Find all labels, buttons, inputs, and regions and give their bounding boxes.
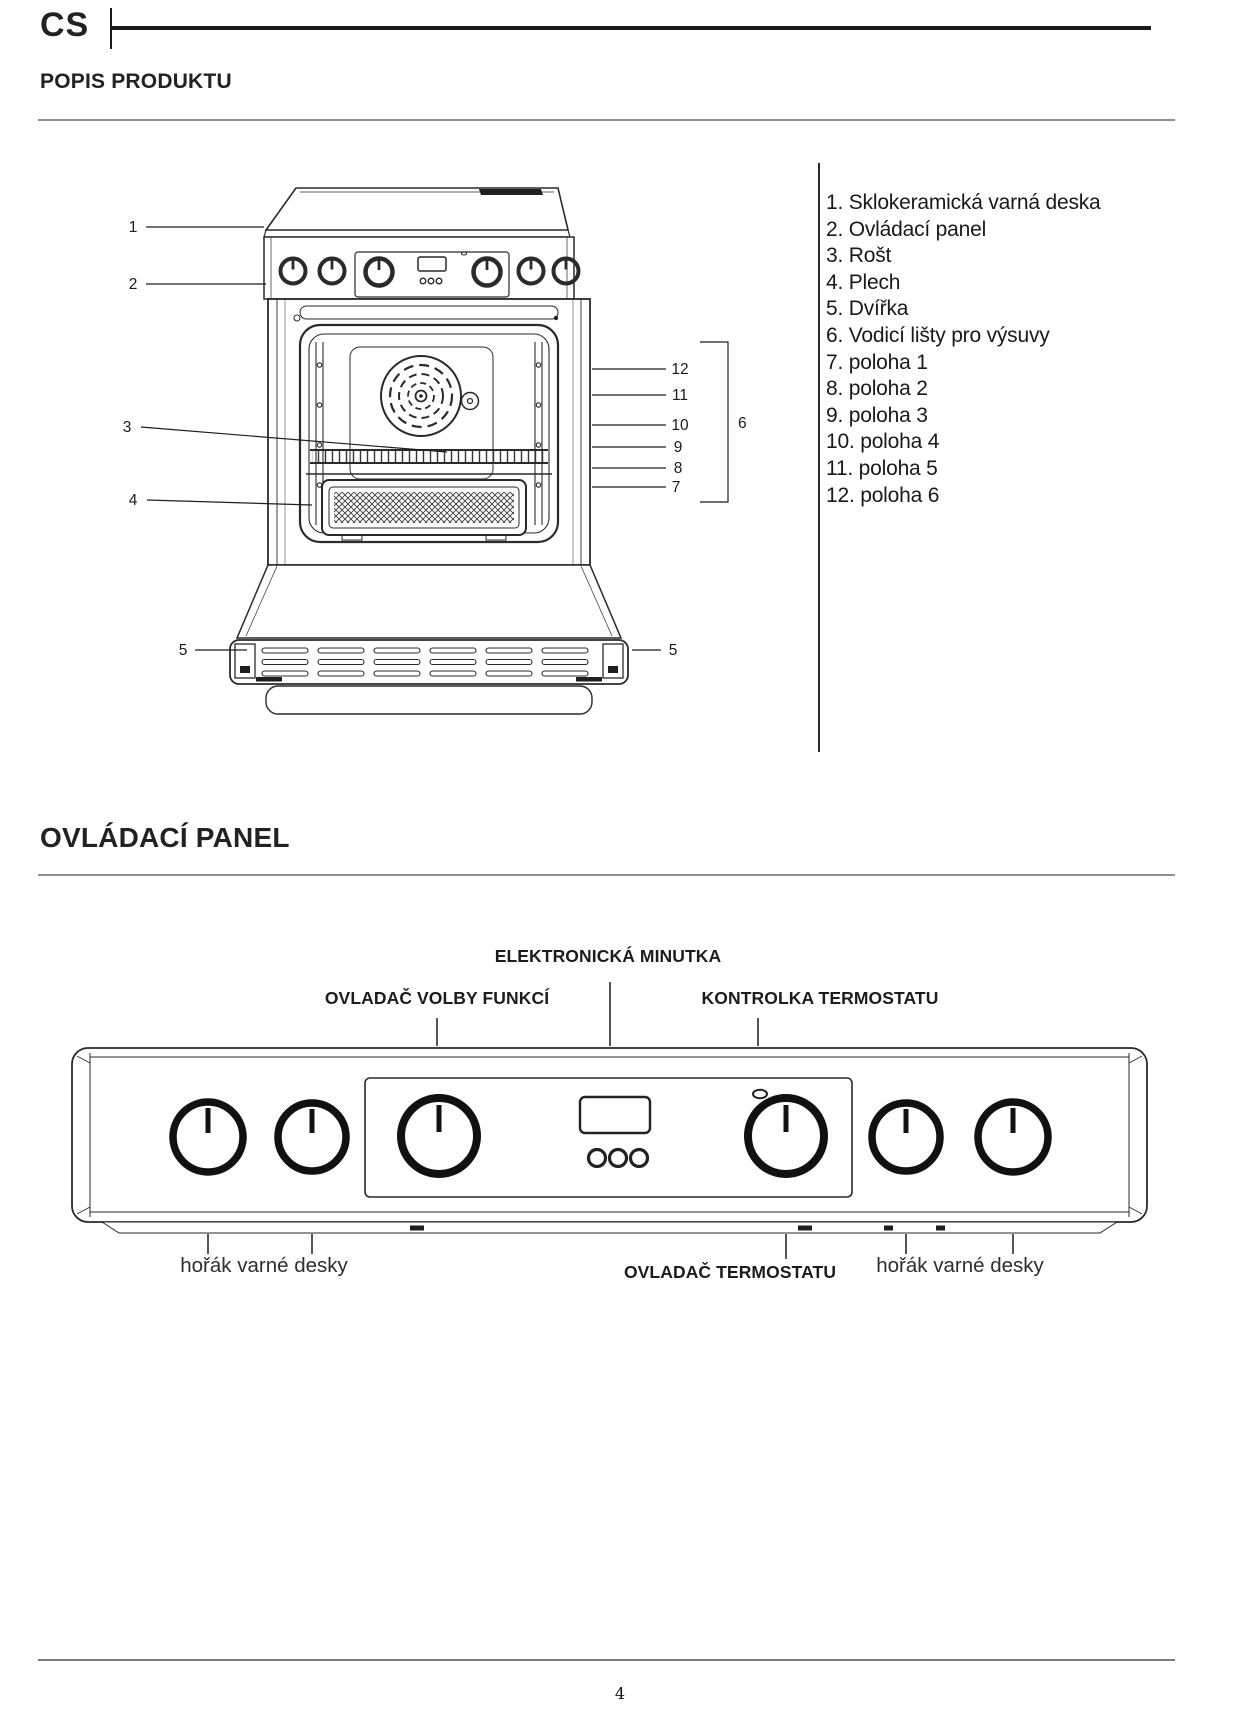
callout-1: 1 xyxy=(128,219,138,236)
part-item: 9. poloha 3 xyxy=(826,403,928,427)
part-item: 6. Vodicí lišty pro výsuvy xyxy=(826,323,1050,347)
parts-list-divider xyxy=(818,163,820,752)
part-item: 12. poloha 6 xyxy=(826,483,940,507)
page-number: 4 xyxy=(614,1684,626,1703)
door-glass-panel xyxy=(237,565,621,638)
footer-rule xyxy=(38,1659,1175,1661)
door-inner-outline xyxy=(266,686,592,714)
callout-9: 9 xyxy=(673,439,683,456)
panel-body xyxy=(72,1048,1147,1233)
label-hob-burner-left: hořák varné desky xyxy=(180,1254,348,1277)
parts-list xyxy=(826,190,1101,509)
oven-door-open xyxy=(230,565,628,714)
oven-diagram xyxy=(60,170,760,730)
part-item: 3. Rošt xyxy=(826,244,892,268)
hob-top xyxy=(264,188,570,237)
bracket-positions xyxy=(700,342,728,502)
callout-12: 12 xyxy=(671,361,689,378)
label-electronic-timer: ELEKTRONICKÁ MINUTKA xyxy=(494,946,722,966)
language-code: CS xyxy=(40,6,90,44)
callout-11: 11 xyxy=(671,387,689,404)
callout-6: 6 xyxy=(738,415,747,432)
part-item: 2. Ovládací panel xyxy=(826,217,987,241)
callout-4: 4 xyxy=(128,492,138,509)
label-thermostat-indicator: KONTROLKA TERMOSTATU xyxy=(701,988,939,1008)
hob-dark-strip xyxy=(479,189,543,195)
section-title-product-description: POPIS PRODUKTU xyxy=(40,70,232,93)
part-item: 1. Sklokeramická varná deska xyxy=(826,191,1101,214)
part-item: 11. poloha 5 xyxy=(826,456,938,480)
part-item: 8. poloha 2 xyxy=(826,377,928,401)
callout-5-left: 5 xyxy=(178,642,188,659)
part-item: 4. Plech xyxy=(826,270,901,294)
baking-tray xyxy=(322,480,526,540)
callout-10: 10 xyxy=(671,417,689,434)
callout-5-right: 5 xyxy=(668,642,678,659)
label-hob-burner-right: hořák varné desky xyxy=(876,1254,1044,1277)
callout-7: 7 xyxy=(671,479,681,496)
label-function-selector-knob: OVLADAČ VOLBY FUNKCÍ xyxy=(324,988,550,1008)
door-front-band xyxy=(230,640,628,684)
part-item: 7. poloha 1 xyxy=(826,350,928,374)
section-rule-panel xyxy=(38,874,1175,876)
screw-right xyxy=(554,316,558,320)
callout-2: 2 xyxy=(128,276,138,293)
label-thermostat-knob: OVLADAČ TERMOSTATU xyxy=(623,1262,837,1282)
panel-base-strip xyxy=(102,1222,1117,1233)
section-title-control-panel: OVLÁDACÍ PANEL xyxy=(40,822,290,853)
header-rule xyxy=(111,26,1151,30)
callout-3: 3 xyxy=(122,419,132,436)
control-panel-diagram xyxy=(50,935,1190,1285)
section-rule-product xyxy=(38,119,1175,121)
oven-top-control-band xyxy=(264,237,579,299)
part-item: 10. poloha 4 xyxy=(826,430,940,454)
part-item: 5. Dvířka xyxy=(826,297,909,321)
callout-8: 8 xyxy=(673,460,683,477)
